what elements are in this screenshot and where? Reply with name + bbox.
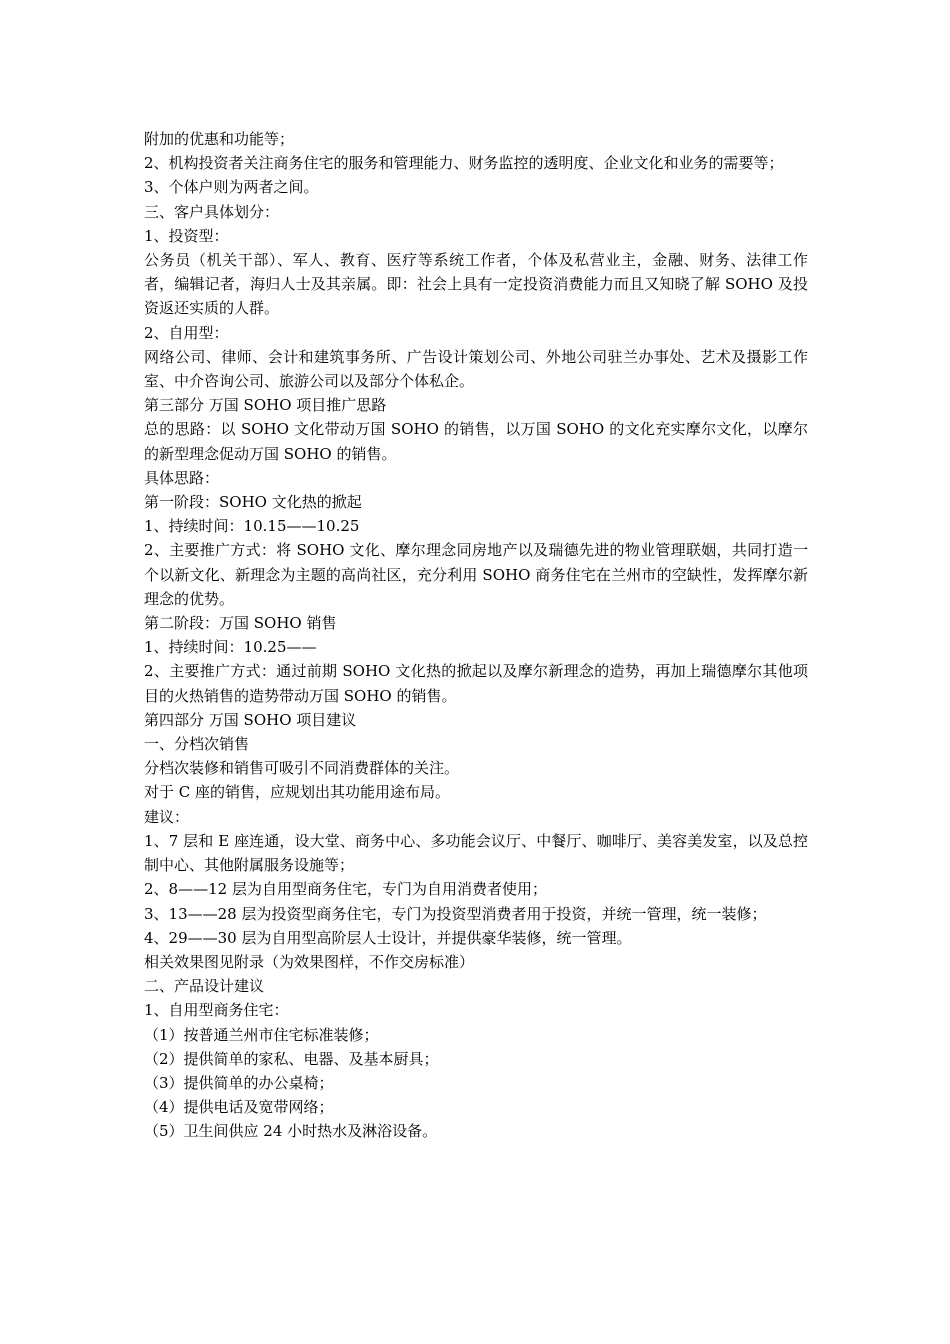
subheading: 2、自用型： <box>144 323 229 342</box>
text-line: 4、29——30 层为自用型高阶层人士设计，并提供豪华装修，统一管理。 <box>144 928 632 947</box>
list-item: （3）提供简单的办公桌椅； <box>144 1073 334 1092</box>
text-line: 1、持续时间：10.15——10.25 <box>144 517 360 536</box>
text-line: 2、机构投资者关注商务住宅的服务和管理能力、财务监控的透明度、企业文化和业务的需要等； <box>144 154 784 173</box>
text-line: 相关效果图见附录（为效果图样，不作交房标准） <box>144 952 475 971</box>
section-heading: 三、客户具体划分： <box>144 202 280 221</box>
text-line: 总的思路：以 SOHO 文化带动万国 SOHO 的销售，以万国 SOHO 的文化充实摩尔文化，以摩尔的新型理念促动万国 SOHO 的销售。 <box>144 420 808 463</box>
text-line: 对于 C 座的销售，应规划出其功能用途布局。 <box>144 783 451 802</box>
text-line: 2、主要推广方式：将 SOHO 文化、摩尔理念同房地产以及瑞德先进的物业管理联姻，共同打造一个以新文化、新理念为主题的高尚社区，充分利用 SOHO 商务住宅在兰州市的空缺性，发挥摩尔新理念的优势。 <box>144 541 808 608</box>
section-heading: 一、分档次销售 <box>144 735 250 754</box>
text-line: 公务员（机关干部）、军人、教育、医疗等系统工作者，个体及私营业主，金融、财务、法律工作者，编辑记者，海归人士及其亲属。即：社会上具有一定投资消费能力而且又知晓了解 SOHO 及投资返还实质的人群。 <box>144 251 808 318</box>
stage-heading: 第一阶段：SOHO 文化热的掀起 <box>144 493 362 512</box>
section-heading: 二、产品设计建议 <box>144 977 265 996</box>
list-item: （4）提供电话及宽带网络； <box>144 1098 334 1117</box>
text-line: 1、持续时间：10.25—— <box>144 638 317 657</box>
part-heading: 第四部分 万国 SOHO 项目建议 <box>144 710 357 729</box>
list-item: （5）卫生间供应 24 小时热水及淋浴设备。 <box>144 1122 438 1141</box>
part-heading: 第三部分 万国 SOHO 项目推广思路 <box>144 396 387 415</box>
text-line: 3、13——28 层为投资型商务住宅，专门为投资型消费者用于投资，并统一管理，统一装修； <box>144 904 767 923</box>
text-line: 3、个体户则为两者之间。 <box>144 178 319 197</box>
text-line: 网络公司、律师、会计和建筑事务所、广告设计策划公司、外地公司驻兰办事处、艺术及摄影工作室、中介咨询公司、旅游公司以及部分个体私企。 <box>144 347 808 391</box>
subheading: 具体思路： <box>144 468 220 487</box>
list-item: （1）按普通兰州市住宅标准装修； <box>144 1025 379 1044</box>
text-line: 分档次装修和销售可吸引不同消费群体的关注。 <box>144 759 460 778</box>
text-line: 2、8——12 层为自用型商务住宅，专门为自用消费者使用； <box>144 880 547 899</box>
document-page <box>144 127 808 1144</box>
stage-heading: 第二阶段：万国 SOHO 销售 <box>144 614 337 633</box>
text-line: 附加的优惠和功能等； <box>144 130 295 148</box>
subheading: 1、投资型： <box>144 226 229 245</box>
list-item: （2）提供简单的家私、电器、及基本厨具； <box>144 1049 439 1068</box>
text-line: 1、7 层和 E 座连通，设大堂、商务中心、多功能会议厅、中餐厅、咖啡厅、美容美发室，以及总控制中心、其他附属服务设施等； <box>144 831 808 875</box>
subheading: 建议： <box>144 807 190 826</box>
subheading: 1、自用型商务住宅： <box>144 1001 289 1020</box>
text-line: 2、主要推广方式：通过前期 SOHO 文化热的掀起以及摩尔新理念的造势，再加上瑞德摩尔其他项目的火热销售的造势带动万国 SOHO 的销售。 <box>144 662 808 705</box>
